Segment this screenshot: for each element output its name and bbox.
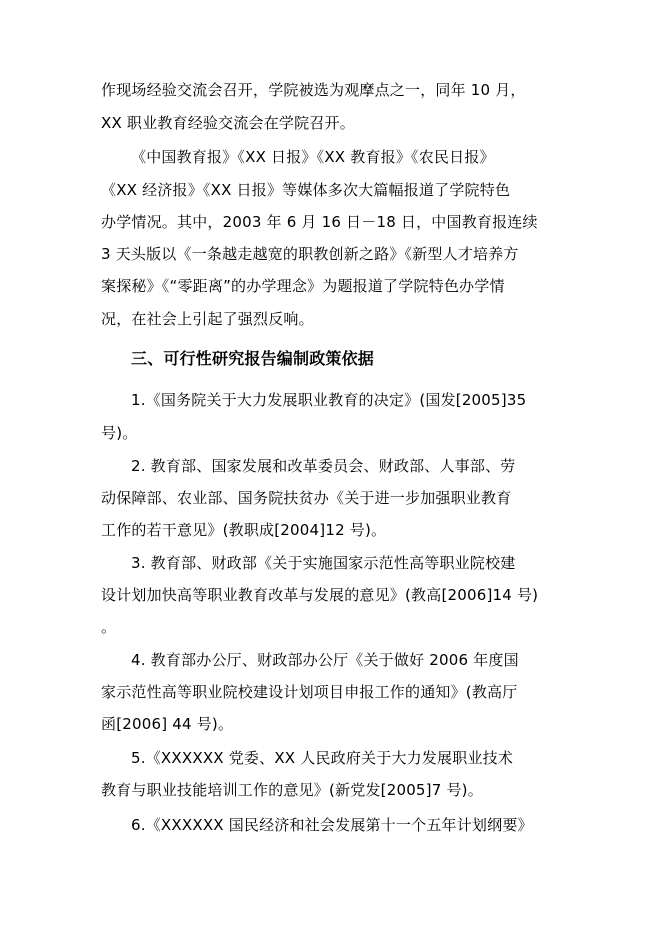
text-line: 4. 教育部办公厅、财政部办公厅《关于做好 2006 年度国: [131, 651, 519, 669]
text-line: 办学情况。其中，2003 年 6 月 16 日－18 日，中国教育报连续: [101, 213, 538, 231]
text-line: 教育与职业技能培训工作的意见》(新党发[2005]7 号)。: [101, 781, 483, 799]
text-line: 。: [101, 618, 117, 636]
text-line: 函[2006] 44 号)。: [101, 715, 234, 733]
text-line: 3. 教育部、财政部《关于实施国家示范性高等职业院校建: [131, 554, 516, 572]
text-line: 设计划加快高等职业教育改革与发展的意见》(教高[2006]14 号): [101, 586, 539, 604]
text-line: 5.《XXXXXX 党委、XX 人民政府关于大力发展职业技术: [131, 749, 514, 767]
text-line: 况，在社会上引起了强烈反响。: [101, 310, 314, 328]
text-line: XX 职业教育经验交流会在学院召开。: [101, 114, 355, 132]
section-heading: 三、可行性研究报告编制政策依据: [131, 349, 375, 368]
text-line: 动保障部、农业部、国务院扶贫办《关于进一步加强职业教育: [101, 489, 512, 507]
text-line: 家示范性高等职业院校建设计划项目申报工作的通知》(教高厅: [101, 683, 518, 701]
text-line: 6.《XXXXXX 国民经济和社会发展第十一个五年计划纲要》: [131, 816, 533, 834]
text-line: 2. 教育部、国家发展和改革委员会、财政部、人事部、劳: [131, 457, 516, 475]
text-line: 《XX 经济报》《XX 日报》等媒体多次大篇幅报道了学院特色: [101, 181, 511, 199]
text-line: 作现场经验交流会召开，学院被选为观摩点之一，同年 10 月，: [101, 81, 526, 99]
text-line: 号)。: [101, 424, 138, 442]
text-line: 3 天头版以《一条越走越宽的职教创新之路》《新型人才培养方: [101, 245, 519, 263]
text-line: 《中国教育报》《XX 日报》《XX 教育报》《农民日报》: [131, 148, 495, 166]
text-line: 工作的若干意见》(教职成[2004]12 号)。: [101, 521, 387, 539]
text-line: 案探秘》《“零距离”的办学理念》为题报道了学院特色办学情: [101, 277, 505, 295]
text-line: 1.《国务院关于大力发展职业教育的决定》(国发[2005]35: [131, 391, 527, 409]
